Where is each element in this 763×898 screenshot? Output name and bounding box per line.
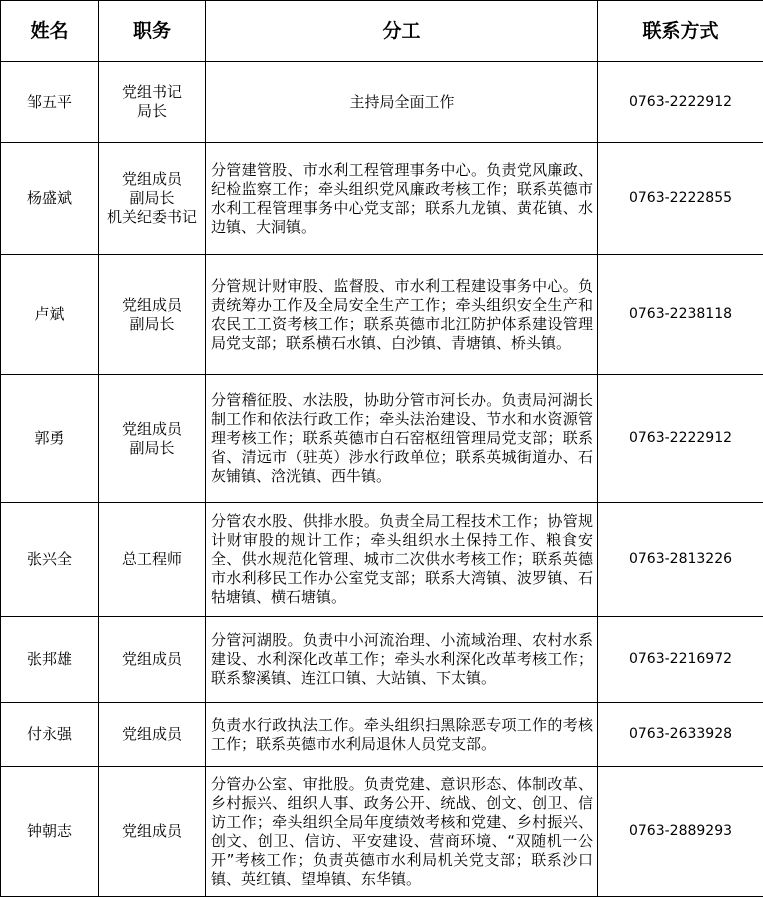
phone-cell: 0763-2813226 (598, 503, 763, 617)
table-row (1, 703, 763, 767)
header-name: 姓名 (1, 1, 99, 62)
duties-cell: 分管河湖股。负责中小河流治理、小流域治理、农村水系建设、水利深化改革工作；牵头水利深化改革考核工作；联系黎溪镇、连江口镇、大站镇、下太镇。 (206, 617, 598, 703)
phone-cell: 0763-2222912 (598, 62, 763, 143)
duties-cell: 分管稽征股、水法股，协助分管市河长办。负责局河湖长制工作和依法行政工作；牵头法治建设、节水和水资源管理考核工作；联系英德市白石窑枢纽管理局党支部；联系省、清远市（驻英）涉水行政单位；联系英城街道办、石灰铺镇、浛洸镇、西牛镇。 (206, 375, 598, 503)
table-row (1, 503, 763, 617)
table-row (1, 255, 763, 375)
phone-cell: 0763-2238118 (598, 255, 763, 375)
header-position: 职务 (99, 1, 206, 62)
duties-cell: 主持局全面工作 (206, 62, 598, 143)
table-row (1, 617, 763, 703)
position-cell: 党组成员 副局长 机关纪委书记 (99, 143, 206, 255)
table-row (1, 143, 763, 255)
table-row (1, 767, 763, 897)
position-cell: 党组成员 (99, 767, 206, 897)
position-cell: 党组成员 (99, 703, 206, 767)
name-cell: 付永强 (1, 703, 99, 767)
table-row (1, 62, 763, 143)
duties-cell: 分管农水股、供排水股。负责全局工程技术工作；协管规计财审股的规计工作；牵头组织水土保持工作、粮食安全、供水规范化管理、城市二次供水考核工作；联系英德市水利移民工作办公室党支部；联系大湾镇、波罗镇、石牯塘镇、横石塘镇。 (206, 503, 598, 617)
name-cell: 张邦雄 (1, 617, 99, 703)
duties-cell: 分管办公室、审批股。负责党建、意识形态、体制改革、乡村振兴、组织人事、政务公开、统战、创文、创卫、信访工作；牵头组织全局年度绩效考核和党建、乡村振兴、创文、创卫、信访、平安建设、营商环境、“双随机一公开”考核工作；负责英德市水利局机关党支部；联系沙口镇、英红镇、望埠镇、东华镇。 (206, 767, 598, 897)
position-cell: 党组成员 副局长 (99, 375, 206, 503)
duties-cell: 分管规计财审股、监督股、市水利工程建设事务中心。负责统筹办工作及全局安全生产工作；牵头组织安全生产和农民工工资考核工作；联系英德市北江防护体系建设管理局党支部；联系横石水镇、白沙镇、青塘镇、桥头镇。 (206, 255, 598, 375)
position-cell: 党组成员 副局长 (99, 255, 206, 375)
phone-cell: 0763-2216972 (598, 617, 763, 703)
name-cell: 卢斌 (1, 255, 99, 375)
name-cell: 杨盛斌 (1, 143, 99, 255)
phone-cell: 0763-2222855 (598, 143, 763, 255)
name-cell: 郭勇 (1, 375, 99, 503)
name-cell: 钟朝志 (1, 767, 99, 897)
header-row (1, 1, 763, 62)
phone-cell: 0763-2889293 (598, 767, 763, 897)
header-contact: 联系方式 (598, 1, 763, 62)
name-cell: 邹五平 (1, 62, 99, 143)
position-cell: 党组书记 局长 (99, 62, 206, 143)
position-cell: 总工程师 (99, 503, 206, 617)
name-cell: 张兴全 (1, 503, 99, 617)
phone-cell: 0763-2222912 (598, 375, 763, 503)
duties-cell: 负责水行政执法工作。牵头组织扫黑除恶专项工作的考核工作；联系英德市水利局退休人员党支部。 (206, 703, 598, 767)
duties-cell: 分管建管股、市水利工程管理事务中心。负责党风廉政、纪检监察工作；牵头组织党风廉政考核工作；联系英德市水利工程管理事务中心党支部；联系九龙镇、黄花镇、水边镇、大洞镇。 (206, 143, 598, 255)
position-cell: 党组成员 (99, 617, 206, 703)
table-row (1, 375, 763, 503)
header-duties: 分工 (206, 1, 598, 62)
phone-cell: 0763-2633928 (598, 703, 763, 767)
